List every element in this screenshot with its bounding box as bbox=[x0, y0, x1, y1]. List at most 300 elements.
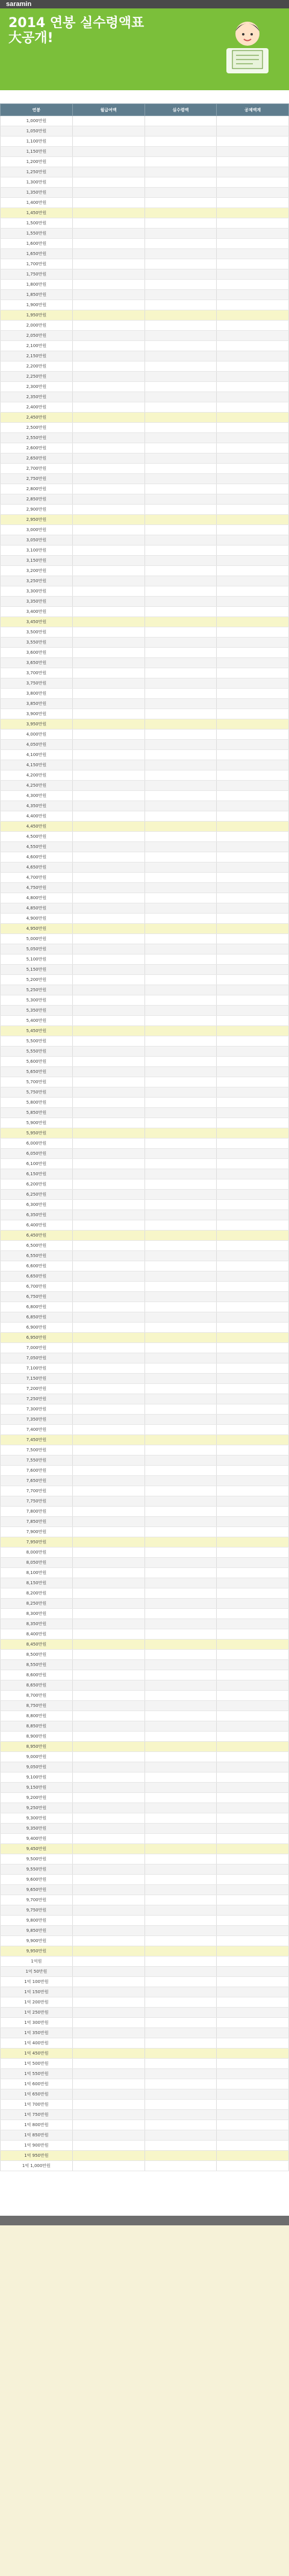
cell-monthly bbox=[72, 1875, 144, 1885]
cell-deduction bbox=[217, 2079, 289, 2089]
table-row bbox=[1, 249, 289, 259]
cell-monthly bbox=[72, 1895, 144, 1905]
cell-salary: 1,200만원 bbox=[1, 157, 73, 167]
cell-takehome bbox=[144, 556, 217, 566]
cell-takehome bbox=[144, 566, 217, 576]
cell-takehome bbox=[144, 638, 217, 648]
cell-monthly bbox=[72, 331, 144, 341]
cell-takehome bbox=[144, 689, 217, 699]
cell-monthly bbox=[72, 944, 144, 954]
cell-takehome bbox=[144, 1711, 217, 1721]
cell-deduction bbox=[217, 617, 289, 627]
table-row bbox=[1, 1916, 289, 1926]
cell-deduction bbox=[217, 995, 289, 1006]
table-row bbox=[1, 975, 289, 985]
cell-deduction bbox=[217, 1302, 289, 1312]
cell-deduction bbox=[217, 2028, 289, 2038]
table-row bbox=[1, 2141, 289, 2151]
table-row bbox=[1, 1220, 289, 1231]
table-row bbox=[1, 300, 289, 310]
cell-salary: 3,350만원 bbox=[1, 597, 73, 607]
table-row bbox=[1, 1139, 289, 1149]
cell-monthly bbox=[72, 1885, 144, 1895]
cell-monthly bbox=[72, 290, 144, 300]
cell-salary: 3,800만원 bbox=[1, 689, 73, 699]
cell-takehome bbox=[144, 259, 217, 269]
cell-salary: 7,100만원 bbox=[1, 1363, 73, 1374]
cell-takehome bbox=[144, 423, 217, 433]
cell-salary: 5,950만원 bbox=[1, 1128, 73, 1139]
table-row bbox=[1, 903, 289, 914]
cell-salary: 1,000만원 bbox=[1, 116, 73, 126]
cell-deduction bbox=[217, 1609, 289, 1619]
cell-deduction bbox=[217, 1670, 289, 1680]
cell-monthly bbox=[72, 719, 144, 730]
cell-salary: 9,600만원 bbox=[1, 1875, 73, 1885]
cell-monthly bbox=[72, 607, 144, 617]
cell-salary: 3,950만원 bbox=[1, 719, 73, 730]
cell-takehome bbox=[144, 617, 217, 627]
cell-deduction bbox=[217, 1363, 289, 1374]
cell-deduction bbox=[217, 903, 289, 914]
cell-deduction bbox=[217, 1711, 289, 1721]
cell-takehome bbox=[144, 474, 217, 484]
table-row bbox=[1, 126, 289, 137]
cell-salary: 1억 1,000만원 bbox=[1, 2161, 73, 2171]
table-row bbox=[1, 1118, 289, 1128]
cell-salary: 8,850만원 bbox=[1, 1721, 73, 1732]
cell-salary: 5,150만원 bbox=[1, 965, 73, 975]
cell-salary: 8,950만원 bbox=[1, 1742, 73, 1752]
cell-salary: 3,700만원 bbox=[1, 668, 73, 678]
cell-deduction bbox=[217, 1578, 289, 1588]
cell-deduction bbox=[217, 750, 289, 760]
cell-salary: 3,750만원 bbox=[1, 678, 73, 689]
cell-takehome bbox=[144, 290, 217, 300]
cell-salary: 9,150만원 bbox=[1, 1783, 73, 1793]
cell-deduction bbox=[217, 1476, 289, 1486]
cell-salary: 6,000만원 bbox=[1, 1139, 73, 1149]
cell-takehome bbox=[144, 280, 217, 290]
table-row bbox=[1, 1128, 289, 1139]
cell-salary: 1,550만원 bbox=[1, 229, 73, 239]
cell-deduction bbox=[217, 811, 289, 822]
cell-salary: 1,150만원 bbox=[1, 147, 73, 157]
cell-monthly bbox=[72, 801, 144, 811]
cell-monthly bbox=[72, 1517, 144, 1527]
cell-monthly bbox=[72, 1691, 144, 1701]
cell-deduction bbox=[217, 239, 289, 249]
cell-deduction bbox=[217, 1077, 289, 1087]
cell-deduction bbox=[217, 1496, 289, 1507]
table-row bbox=[1, 1496, 289, 1507]
cell-salary: 2,650만원 bbox=[1, 453, 73, 464]
cell-deduction bbox=[217, 1415, 289, 1425]
cell-takehome bbox=[144, 2038, 217, 2049]
table-row bbox=[1, 167, 289, 177]
cell-takehome bbox=[144, 269, 217, 280]
cell-deduction bbox=[217, 116, 289, 126]
cell-monthly bbox=[72, 1241, 144, 1251]
table-row bbox=[1, 1599, 289, 1609]
cell-monthly bbox=[72, 1128, 144, 1139]
table-row bbox=[1, 321, 289, 331]
cell-takehome bbox=[144, 801, 217, 811]
cell-salary: 7,050만원 bbox=[1, 1353, 73, 1363]
cell-takehome bbox=[144, 137, 217, 147]
cell-monthly bbox=[72, 525, 144, 535]
cell-salary: 1,800만원 bbox=[1, 280, 73, 290]
cell-takehome bbox=[144, 862, 217, 873]
cell-salary: 8,750만원 bbox=[1, 1701, 73, 1711]
cell-monthly bbox=[72, 975, 144, 985]
table-row bbox=[1, 1149, 289, 1159]
table-row bbox=[1, 1323, 289, 1333]
table-row bbox=[1, 2008, 289, 2018]
table-row bbox=[1, 1834, 289, 1844]
cell-deduction bbox=[217, 678, 289, 689]
cell-salary: 2,700만원 bbox=[1, 464, 73, 474]
cell-takehome bbox=[144, 2018, 217, 2028]
cell-deduction bbox=[217, 1271, 289, 1282]
cell-salary: 9,200만원 bbox=[1, 1793, 73, 1803]
cell-salary: 9,700만원 bbox=[1, 1895, 73, 1905]
cell-deduction bbox=[217, 1834, 289, 1844]
cell-takehome bbox=[144, 1118, 217, 1128]
cell-deduction bbox=[217, 2130, 289, 2141]
table-row bbox=[1, 116, 289, 126]
cell-salary: 8,550만원 bbox=[1, 1660, 73, 1670]
cell-monthly bbox=[72, 1343, 144, 1353]
cell-takehome bbox=[144, 310, 217, 321]
cell-salary: 1,650만원 bbox=[1, 249, 73, 259]
cell-takehome bbox=[144, 648, 217, 658]
cell-monthly bbox=[72, 300, 144, 310]
cell-takehome bbox=[144, 576, 217, 586]
cell-takehome bbox=[144, 249, 217, 259]
cell-deduction bbox=[217, 290, 289, 300]
cell-takehome bbox=[144, 1271, 217, 1282]
table-row bbox=[1, 1670, 289, 1680]
cell-deduction bbox=[217, 2038, 289, 2049]
cell-salary: 5,700만원 bbox=[1, 1077, 73, 1087]
cell-monthly bbox=[72, 1047, 144, 1057]
cell-deduction bbox=[217, 1619, 289, 1629]
cell-salary: 9,250만원 bbox=[1, 1803, 73, 1813]
table-row bbox=[1, 1210, 289, 1220]
table-row bbox=[1, 1803, 289, 1813]
cell-takehome bbox=[144, 535, 217, 546]
cell-takehome bbox=[144, 505, 217, 515]
cell-monthly bbox=[72, 1701, 144, 1711]
cell-takehome bbox=[144, 1936, 217, 1946]
cell-salary: 8,600만원 bbox=[1, 1670, 73, 1680]
cell-monthly bbox=[72, 1548, 144, 1558]
cell-monthly bbox=[72, 198, 144, 208]
table-row bbox=[1, 546, 289, 556]
cell-salary: 2,150만원 bbox=[1, 351, 73, 361]
table-row bbox=[1, 709, 289, 719]
cell-monthly bbox=[72, 1231, 144, 1241]
cell-deduction bbox=[217, 801, 289, 811]
cell-takehome bbox=[144, 1650, 217, 1660]
cell-salary: 5,750만원 bbox=[1, 1087, 73, 1098]
table-row bbox=[1, 934, 289, 944]
table-row bbox=[1, 617, 289, 627]
table-row bbox=[1, 1343, 289, 1353]
cell-monthly bbox=[72, 934, 144, 944]
cell-salary: 1,100만원 bbox=[1, 137, 73, 147]
cell-monthly bbox=[72, 1496, 144, 1507]
cell-salary: 2,750만원 bbox=[1, 474, 73, 484]
cell-takehome bbox=[144, 1772, 217, 1783]
cell-deduction bbox=[217, 1139, 289, 1149]
cell-monthly bbox=[72, 791, 144, 801]
cell-takehome bbox=[144, 402, 217, 413]
cell-monthly bbox=[72, 617, 144, 627]
cell-takehome bbox=[144, 2069, 217, 2079]
cell-deduction bbox=[217, 1231, 289, 1241]
cell-deduction bbox=[217, 1691, 289, 1701]
cell-deduction bbox=[217, 126, 289, 137]
cell-deduction bbox=[217, 1537, 289, 1548]
table-row bbox=[1, 638, 289, 648]
table-row bbox=[1, 597, 289, 607]
cell-salary: 6,100만원 bbox=[1, 1159, 73, 1169]
cell-deduction bbox=[217, 2141, 289, 2151]
cell-monthly bbox=[72, 1179, 144, 1190]
cell-monthly bbox=[72, 1282, 144, 1292]
cell-salary: 3,450만원 bbox=[1, 617, 73, 627]
header-banner bbox=[0, 0, 289, 90]
cell-deduction bbox=[217, 668, 289, 678]
cell-monthly bbox=[72, 658, 144, 668]
cell-monthly bbox=[72, 1323, 144, 1333]
cell-salary: 5,650만원 bbox=[1, 1067, 73, 1077]
cell-deduction bbox=[217, 1926, 289, 1936]
cell-takehome bbox=[144, 484, 217, 494]
cell-monthly bbox=[72, 832, 144, 842]
cell-deduction bbox=[217, 280, 289, 290]
cell-deduction bbox=[217, 341, 289, 351]
cell-takehome bbox=[144, 1517, 217, 1527]
table-row bbox=[1, 883, 289, 893]
cell-monthly bbox=[72, 1149, 144, 1159]
table-row bbox=[1, 842, 289, 852]
cell-takehome bbox=[144, 2008, 217, 2018]
cell-salary: 3,900만원 bbox=[1, 709, 73, 719]
cell-monthly bbox=[72, 208, 144, 218]
cell-monthly bbox=[72, 2049, 144, 2059]
table-row bbox=[1, 2018, 289, 2028]
cell-monthly bbox=[72, 985, 144, 995]
table-header-row bbox=[1, 104, 289, 116]
cell-salary: 3,550만원 bbox=[1, 638, 73, 648]
table-row bbox=[1, 1527, 289, 1537]
cell-monthly bbox=[72, 167, 144, 177]
table-row bbox=[1, 1629, 289, 1640]
cell-deduction bbox=[217, 525, 289, 535]
cell-deduction bbox=[217, 229, 289, 239]
cell-salary: 1억 900만원 bbox=[1, 2141, 73, 2151]
cell-salary: 6,150만원 bbox=[1, 1169, 73, 1179]
cell-takehome bbox=[144, 811, 217, 822]
table-row bbox=[1, 586, 289, 597]
cell-deduction bbox=[217, 627, 289, 638]
cell-deduction bbox=[217, 208, 289, 218]
table-row bbox=[1, 1895, 289, 1905]
cell-salary: 6,750만원 bbox=[1, 1292, 73, 1302]
cell-takehome bbox=[144, 443, 217, 453]
cell-monthly bbox=[72, 954, 144, 965]
cell-deduction bbox=[217, 658, 289, 668]
cell-deduction bbox=[217, 1159, 289, 1169]
cell-monthly bbox=[72, 259, 144, 269]
table-row bbox=[1, 1548, 289, 1558]
cell-salary: 8,400만원 bbox=[1, 1629, 73, 1640]
cell-deduction bbox=[217, 1895, 289, 1905]
cell-monthly bbox=[72, 1783, 144, 1793]
cell-salary: 5,500만원 bbox=[1, 1036, 73, 1047]
cell-deduction bbox=[217, 177, 289, 188]
cell-monthly bbox=[72, 1507, 144, 1517]
cell-monthly bbox=[72, 1660, 144, 1670]
cell-takehome bbox=[144, 1282, 217, 1292]
cell-deduction bbox=[217, 157, 289, 167]
cell-takehome bbox=[144, 2141, 217, 2151]
cell-deduction bbox=[217, 1967, 289, 1977]
cell-salary: 9,350만원 bbox=[1, 1824, 73, 1834]
cell-deduction bbox=[217, 822, 289, 832]
table-row bbox=[1, 505, 289, 515]
cell-monthly bbox=[72, 1527, 144, 1537]
cell-monthly bbox=[72, 750, 144, 760]
cell-takehome bbox=[144, 1159, 217, 1169]
cell-takehome bbox=[144, 372, 217, 382]
cell-monthly bbox=[72, 443, 144, 453]
cell-takehome bbox=[144, 1640, 217, 1650]
cell-monthly bbox=[72, 2079, 144, 2089]
table-row bbox=[1, 1772, 289, 1783]
cell-salary: 8,100만원 bbox=[1, 1568, 73, 1578]
cell-monthly bbox=[72, 1098, 144, 1108]
cell-monthly bbox=[72, 1629, 144, 1640]
table-row bbox=[1, 464, 289, 474]
cell-salary: 9,300만원 bbox=[1, 1813, 73, 1824]
cell-deduction bbox=[217, 1762, 289, 1772]
brand-logo[interactable]: saramin bbox=[6, 1, 32, 8]
table-row bbox=[1, 1425, 289, 1435]
cell-salary: 3,400만원 bbox=[1, 607, 73, 617]
table-row bbox=[1, 730, 289, 740]
cell-monthly bbox=[72, 873, 144, 883]
cell-monthly bbox=[72, 1905, 144, 1916]
cell-takehome bbox=[144, 1026, 217, 1036]
cell-monthly bbox=[72, 1854, 144, 1864]
brand-bar bbox=[0, 0, 289, 8]
cell-deduction bbox=[217, 2059, 289, 2069]
table-row bbox=[1, 1578, 289, 1588]
cell-salary: 3,000만원 bbox=[1, 525, 73, 535]
cell-monthly bbox=[72, 1742, 144, 1752]
cell-monthly bbox=[72, 1067, 144, 1077]
cell-takehome bbox=[144, 1261, 217, 1271]
cell-deduction bbox=[217, 770, 289, 781]
table-row bbox=[1, 1537, 289, 1548]
cell-takehome bbox=[144, 1834, 217, 1844]
cell-deduction bbox=[217, 566, 289, 576]
cell-takehome bbox=[144, 903, 217, 914]
cell-deduction bbox=[217, 1660, 289, 1670]
cell-takehome bbox=[144, 1241, 217, 1251]
table-row bbox=[1, 1302, 289, 1312]
cell-deduction bbox=[217, 1997, 289, 2008]
cell-monthly bbox=[72, 1936, 144, 1946]
cell-deduction bbox=[217, 1548, 289, 1558]
cell-deduction bbox=[217, 1108, 289, 1118]
cell-takehome bbox=[144, 2028, 217, 2038]
page-title bbox=[8, 16, 144, 46]
cell-salary: 1,750만원 bbox=[1, 269, 73, 280]
cell-takehome bbox=[144, 2089, 217, 2100]
cell-deduction bbox=[217, 1384, 289, 1394]
table-row bbox=[1, 157, 289, 167]
cell-salary: 1,850만원 bbox=[1, 290, 73, 300]
table-row bbox=[1, 678, 289, 689]
cell-monthly bbox=[72, 1977, 144, 1987]
table-row bbox=[1, 1864, 289, 1875]
table-row bbox=[1, 1190, 289, 1200]
cell-monthly bbox=[72, 1588, 144, 1599]
cell-salary: 6,450만원 bbox=[1, 1231, 73, 1241]
cell-monthly bbox=[72, 893, 144, 903]
cell-monthly bbox=[72, 515, 144, 525]
office-worker-illustration bbox=[214, 13, 281, 79]
cell-monthly bbox=[72, 351, 144, 361]
table-row bbox=[1, 689, 289, 699]
cell-deduction bbox=[217, 515, 289, 525]
cell-deduction bbox=[217, 474, 289, 484]
table-row bbox=[1, 515, 289, 525]
cell-takehome bbox=[144, 1742, 217, 1752]
cell-monthly bbox=[72, 1139, 144, 1149]
cell-takehome bbox=[144, 1864, 217, 1875]
cell-takehome bbox=[144, 1537, 217, 1548]
table-row bbox=[1, 372, 289, 382]
cell-monthly bbox=[72, 413, 144, 423]
cell-takehome bbox=[144, 321, 217, 331]
table-row bbox=[1, 1507, 289, 1517]
cell-deduction bbox=[217, 1916, 289, 1926]
table-row bbox=[1, 944, 289, 954]
table-row bbox=[1, 1742, 289, 1752]
table-row bbox=[1, 1905, 289, 1916]
cell-takehome bbox=[144, 1916, 217, 1926]
cell-salary: 7,200만원 bbox=[1, 1384, 73, 1394]
cell-takehome bbox=[144, 1957, 217, 1967]
footer-bar bbox=[0, 2216, 289, 2225]
cell-monthly bbox=[72, 1374, 144, 1384]
cell-takehome bbox=[144, 822, 217, 832]
cell-monthly bbox=[72, 2008, 144, 2018]
cell-salary: 1억 250만원 bbox=[1, 2008, 73, 2018]
cell-takehome bbox=[144, 1476, 217, 1486]
cell-takehome bbox=[144, 1415, 217, 1425]
cell-monthly bbox=[72, 1169, 144, 1179]
table-row bbox=[1, 1701, 289, 1711]
cell-monthly bbox=[72, 1670, 144, 1680]
cell-deduction bbox=[217, 505, 289, 515]
